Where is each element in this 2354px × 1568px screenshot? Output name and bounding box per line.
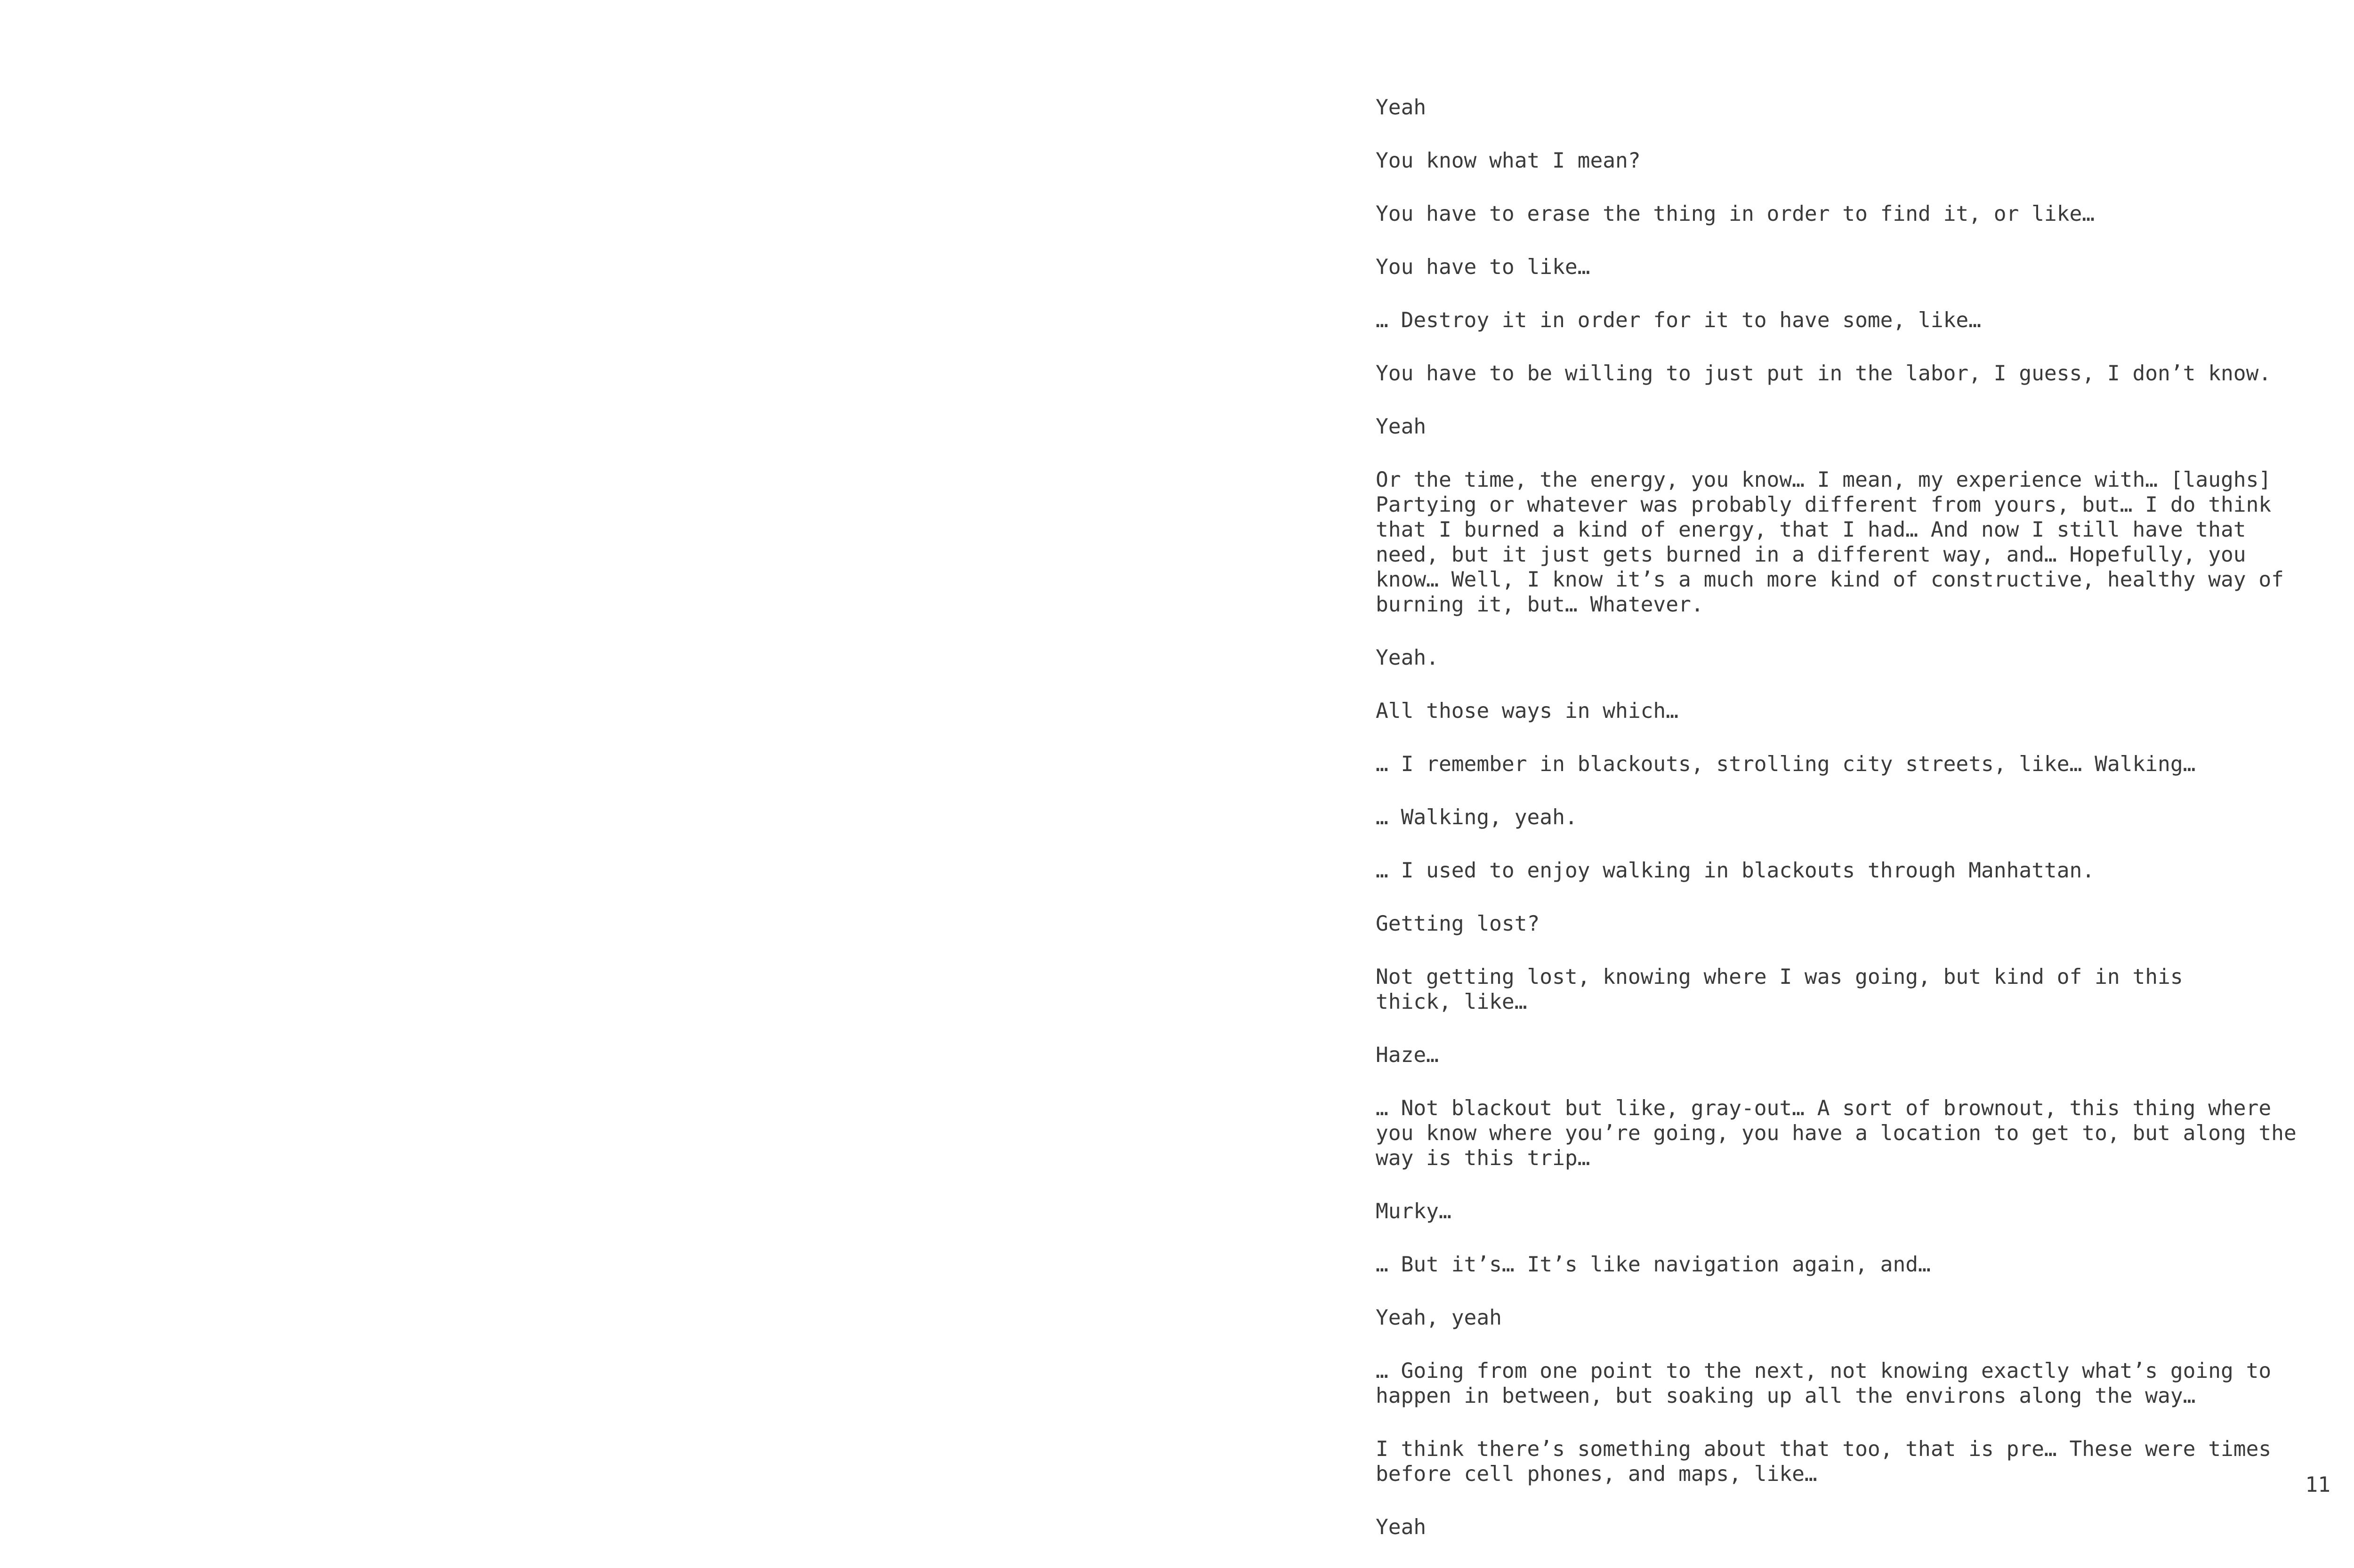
transcript-line: All those ways in which… bbox=[1376, 699, 1678, 723]
transcript-line: Yeah, yeah bbox=[1376, 1306, 1502, 1330]
transcript-line: … But it’s… It’s like navigation again, and… bbox=[1376, 1253, 1931, 1277]
transcript-line: … I used to enjoy walking in blackouts through Manhattan. bbox=[1376, 859, 2095, 883]
transcript-line: You have to erase the thing in order to find it, or like… bbox=[1376, 202, 2095, 226]
transcript bbox=[1376, 95, 2327, 1568]
transcript-line: Yeah bbox=[1376, 1515, 1427, 1539]
transcript-line: Getting lost? bbox=[1376, 912, 1540, 936]
transcript-line: Murky… bbox=[1376, 1199, 1451, 1223]
transcript-line: Yeah bbox=[1376, 415, 1427, 439]
transcript-line: … Going from one point to the next, not knowing exactly what’s going to happen in between, but soaking up all the environs along the way… bbox=[1376, 1359, 2272, 1408]
transcript-line: You know what I mean? bbox=[1376, 149, 1641, 173]
transcript-line: Yeah bbox=[1376, 96, 1427, 120]
transcript-line: … Destroy it in order for it to have some, like… bbox=[1376, 308, 1981, 332]
transcript-line: You have to be willing to just put in the labor, I guess, I don’t know. bbox=[1376, 362, 2272, 386]
transcript-line: Yeah. bbox=[1376, 646, 1439, 670]
page-number: 11 bbox=[2305, 1473, 2330, 1497]
transcript-line: … Not blackout but like, gray-out… A sort of brownout, this thing where you know where you’re going, you have a location to get to, but along the way is this trip… bbox=[1376, 1096, 2297, 1170]
transcript-line: … I remember in blackouts, strolling city streets, like… Walking… bbox=[1376, 752, 2196, 776]
transcript-line: … Walking, yeah. bbox=[1376, 805, 1578, 829]
transcript-line: Or the time, the energy, you know… I mean, my experience with… [laughs] Partying or whatever was probably different from yours, but… I do think that I burned a kind of energy, that I had… And now I still have that need, but it just gets burned in a different way, and… Hopefully, you know… Well, I know it’s a much more kind of constructive, healthy way of burning it, but… Whatever. bbox=[1376, 468, 2284, 617]
transcript-line: I think there’s something about that too, that is pre… These were times before cell phones, and maps, like… bbox=[1376, 1437, 2272, 1486]
transcript-line: You have to like… bbox=[1376, 255, 1590, 279]
transcript-line: Not getting lost, knowing where I was going, but kind of in this thick, like… bbox=[1376, 965, 2183, 1014]
transcript-line: Haze… bbox=[1376, 1043, 1439, 1067]
